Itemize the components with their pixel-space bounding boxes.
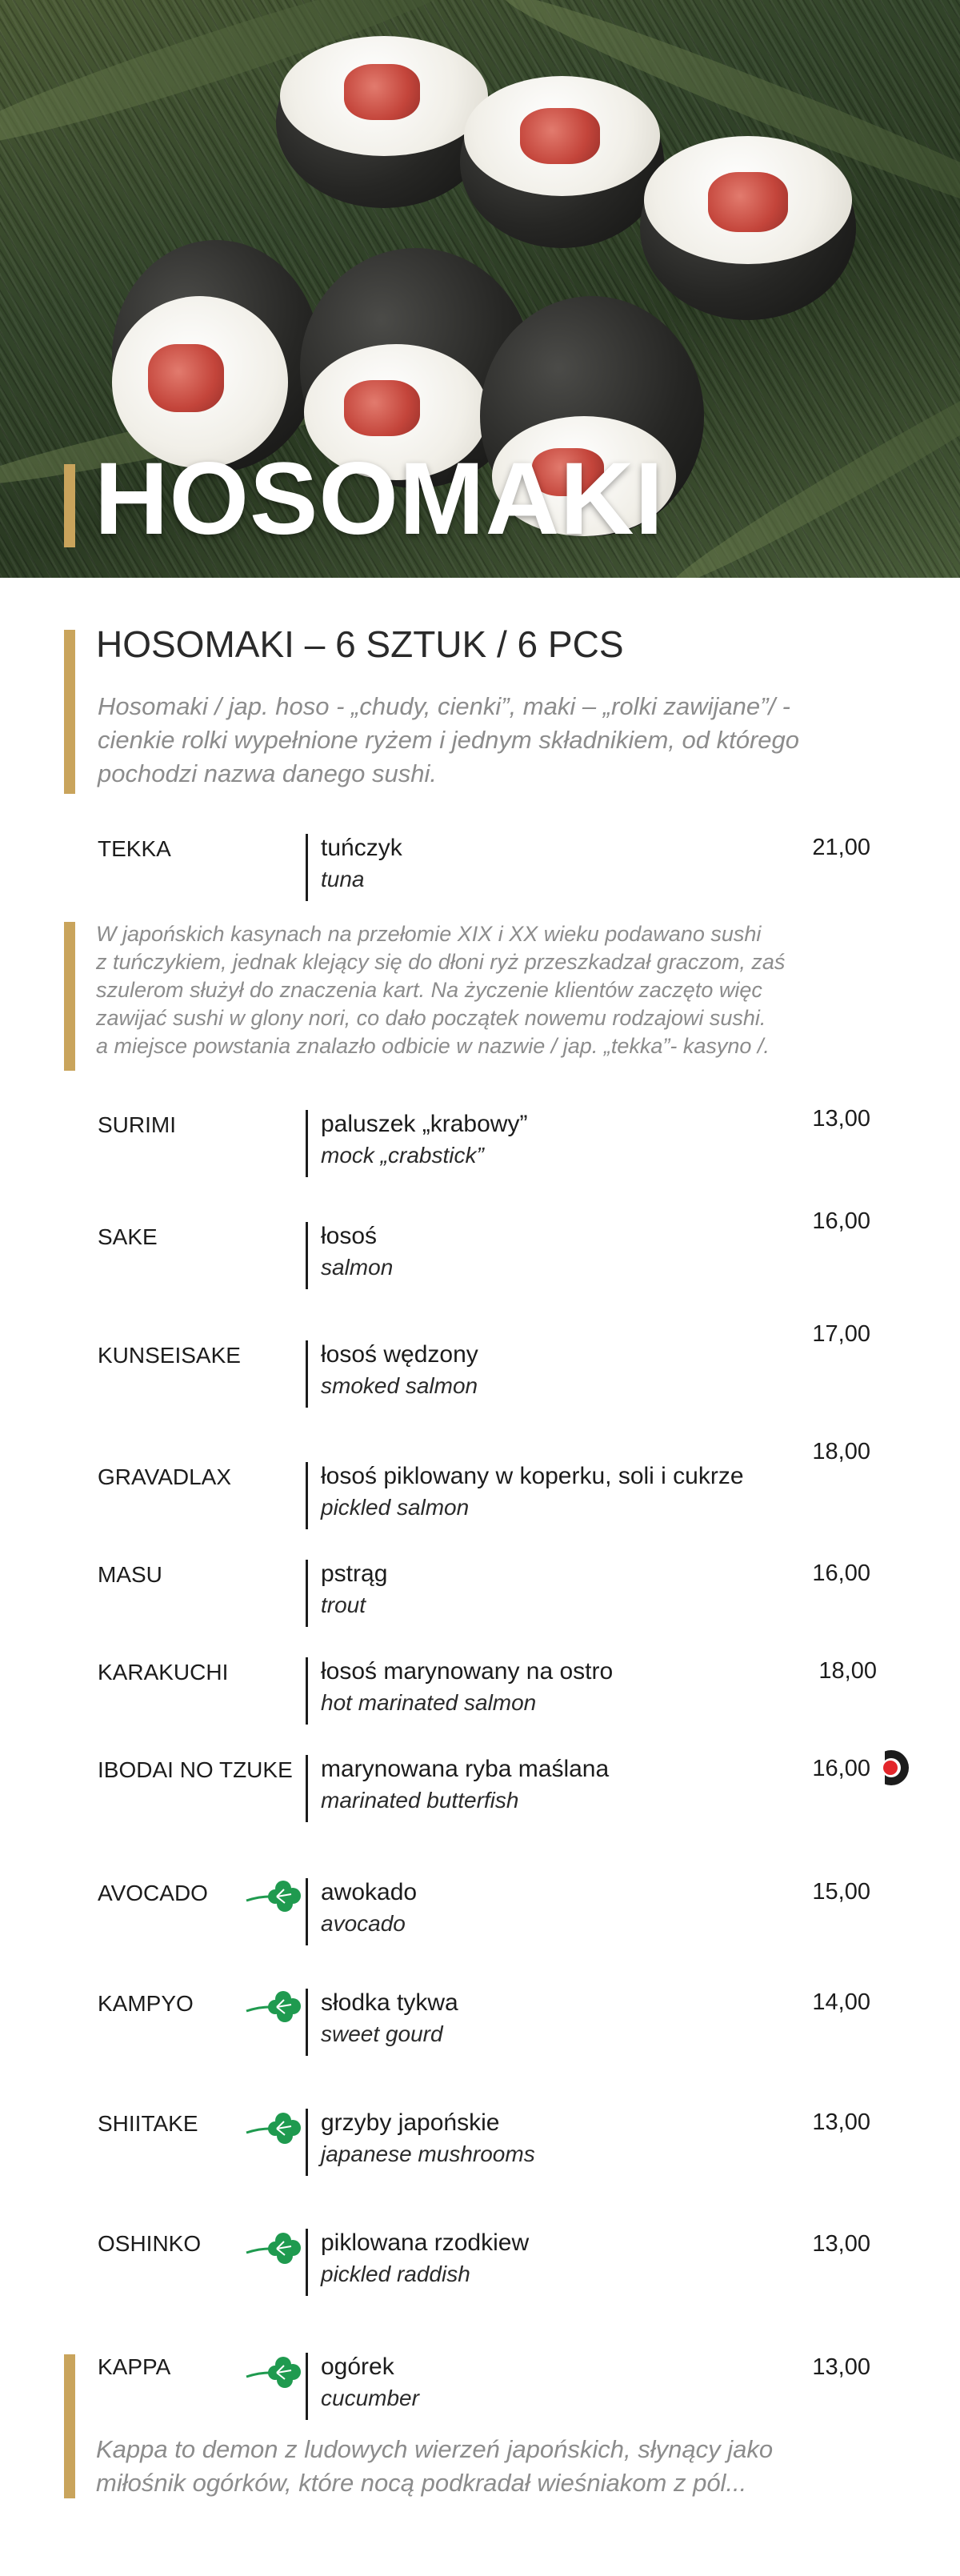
item-name-kampyo: KAMPYO — [98, 1991, 194, 2016]
section-title: HOSOMAKI – 6 SZTUK / 6 PCS — [96, 623, 624, 665]
item-desc-en-karakuchi: hot marinated salmon — [321, 1690, 537, 1715]
tekka-history-note — [96, 920, 888, 1060]
item-desc-pl-ibodai-no-tzuke: marynowana ryba maślana — [321, 1756, 610, 1782]
item-price-gravadlax: 18,00 — [812, 1439, 870, 1464]
item-desc-en-kappa: cucumber — [321, 2386, 419, 2410]
section-accent-bar — [64, 630, 75, 794]
item-divider — [306, 1222, 308, 1289]
section-intro: Hosomaki / jap. hoso - „chudy, cienki”, maki – „rolki zawijane”/ - cienkie rolki wypełnione ryżem i jednym składnikiem, od którego pochodzi nazwa danego sushi. — [98, 692, 799, 787]
hero-title-accent — [64, 464, 75, 547]
item-name-tekka: TEKKA — [98, 836, 171, 861]
item-price-sake: 16,00 — [812, 1208, 870, 1234]
item-desc-en-tekka: tuna — [321, 867, 365, 891]
vegetarian-leaf-icon — [245, 2109, 302, 2149]
item-desc-en-kampyo: sweet gourd — [321, 2021, 443, 2046]
item-divider — [306, 2109, 308, 2176]
item-desc-pl-shiitake: grzyby japońskie — [321, 2109, 500, 2136]
item-desc-en-shiitake: japanese mushrooms — [321, 2141, 535, 2166]
item-desc-en-surimi: mock „crabstick” — [321, 1143, 484, 1168]
vegetarian-leaf-icon — [245, 1877, 302, 1917]
item-divider — [306, 834, 308, 901]
item-name-avocado: AVOCADO — [98, 1881, 208, 1905]
hero-image — [0, 0, 960, 578]
item-desc-en-oshinko: pickled raddish — [321, 2262, 470, 2286]
item-desc-en-gravadlax: pickled salmon — [321, 1495, 470, 1520]
item-name-shiitake: SHIITAKE — [98, 2111, 198, 2136]
item-desc-pl-avocado: awokado — [321, 1879, 418, 1905]
item-price-kunseisake: 17,00 — [812, 1321, 870, 1347]
item-desc-pl-kunseisake: łosoś wędzony — [321, 1341, 478, 1368]
vegetarian-leaf-icon — [245, 2229, 302, 2269]
item-price-kappa: 13,00 — [812, 2354, 870, 2380]
item-desc-pl-gravadlax: łosoś piklowany w koperku, soli i cukrze — [321, 1463, 744, 1489]
item-name-surimi: SURIMI — [98, 1112, 176, 1137]
note-line: a miejsce powstania znalazło odbicie w nazwie / jap. „tekka”- kasyno /. — [96, 1034, 770, 1058]
item-desc-pl-kappa: ogórek — [321, 2354, 394, 2380]
item-divider — [306, 2229, 308, 2296]
item-name-kunseisake: KUNSEISAKE — [98, 1343, 241, 1368]
item-desc-pl-surimi: paluszek „krabowy” — [321, 1111, 528, 1137]
note-line: W japońskich kasynach na przełomie XIX i XX wieku podawano sushi — [96, 922, 762, 946]
item-desc-pl-kampyo: słodka tykwa — [321, 1989, 458, 2016]
item-name-ibodai-no-tzuke: IBODAI NO TZUKE — [98, 1757, 293, 1782]
item-price-masu: 16,00 — [812, 1560, 870, 1586]
kappa-accent-bar — [64, 2354, 75, 2498]
item-desc-pl-sake: łosoś — [321, 1223, 378, 1249]
item-price-tekka: 21,00 — [812, 835, 870, 860]
item-divider — [306, 1462, 308, 1529]
hero-title: HOSOMAKI — [94, 442, 664, 556]
item-desc-en-avocado: avocado — [321, 1911, 406, 1936]
note-line: szulerom służył do znaczenia kart. Na życzenie klientów zaczęto więc — [96, 978, 762, 1002]
item-divider — [306, 1878, 308, 1945]
item-price-avocado: 15,00 — [812, 1879, 870, 1905]
vegetarian-leaf-icon — [245, 2353, 302, 2393]
item-divider — [306, 1560, 308, 1627]
item-desc-pl-karakuchi: łosoś marynowany na ostro — [321, 1658, 614, 1685]
item-divider — [306, 1755, 308, 1822]
item-price-ibodai-no-tzuke: 16,00 — [812, 1756, 870, 1781]
note-line: miłośnik ogórków, które nocą podkradał wieśniakom z pól... — [96, 2469, 747, 2497]
item-price-kampyo: 14,00 — [812, 1989, 870, 2015]
item-price-karakuchi: 18,00 — [818, 1658, 877, 1684]
note-line: zawijać sushi w glony nori, co dało początek nowemu rodzajowi sushi. — [96, 1006, 766, 1030]
note-line: z tuńczykiem, jednak klejący się do dłoni ryż przeszkadzał graczom, zaś — [96, 950, 786, 974]
item-name-sake: SAKE — [98, 1224, 158, 1249]
item-desc-pl-masu: pstrąg — [321, 1560, 388, 1587]
item-price-surimi: 13,00 — [812, 1106, 870, 1132]
item-divider — [306, 1340, 308, 1408]
item-divider — [306, 1989, 308, 2056]
item-desc-pl-tekka: tuńczyk — [321, 835, 402, 861]
item-divider — [306, 2353, 308, 2420]
kappa-legend-note — [96, 2433, 888, 2500]
item-desc-pl-oshinko: piklowana rzodkiew — [321, 2229, 530, 2256]
item-divider — [306, 1657, 308, 1725]
item-name-karakuchi: KARAKUCHI — [98, 1660, 229, 1685]
item-desc-en-masu: trout — [321, 1592, 366, 1617]
item-price-oshinko: 13,00 — [812, 2231, 870, 2257]
note-accent-bar — [64, 922, 75, 1071]
item-name-kappa: KAPPA — [98, 2354, 171, 2379]
item-price-shiitake: 13,00 — [812, 2109, 870, 2135]
item-desc-en-sake: salmon — [321, 1255, 394, 1280]
item-desc-en-ibodai-no-tzuke: marinated butterfish — [321, 1788, 519, 1813]
item-name-oshinko: OSHINKO — [98, 2231, 202, 2256]
item-name-masu: MASU — [98, 1562, 162, 1587]
item-name-gravadlax: GRAVADLAX — [98, 1464, 232, 1489]
vegetarian-leaf-icon — [245, 1987, 302, 2027]
item-divider — [306, 1110, 308, 1177]
item-desc-en-kunseisake: smoked salmon — [321, 1373, 478, 1398]
spicy-chili-icon — [872, 1749, 910, 1787]
note-line: Kappa to demon z ludowych wierzeń japońskich, słynący jako — [96, 2435, 774, 2463]
